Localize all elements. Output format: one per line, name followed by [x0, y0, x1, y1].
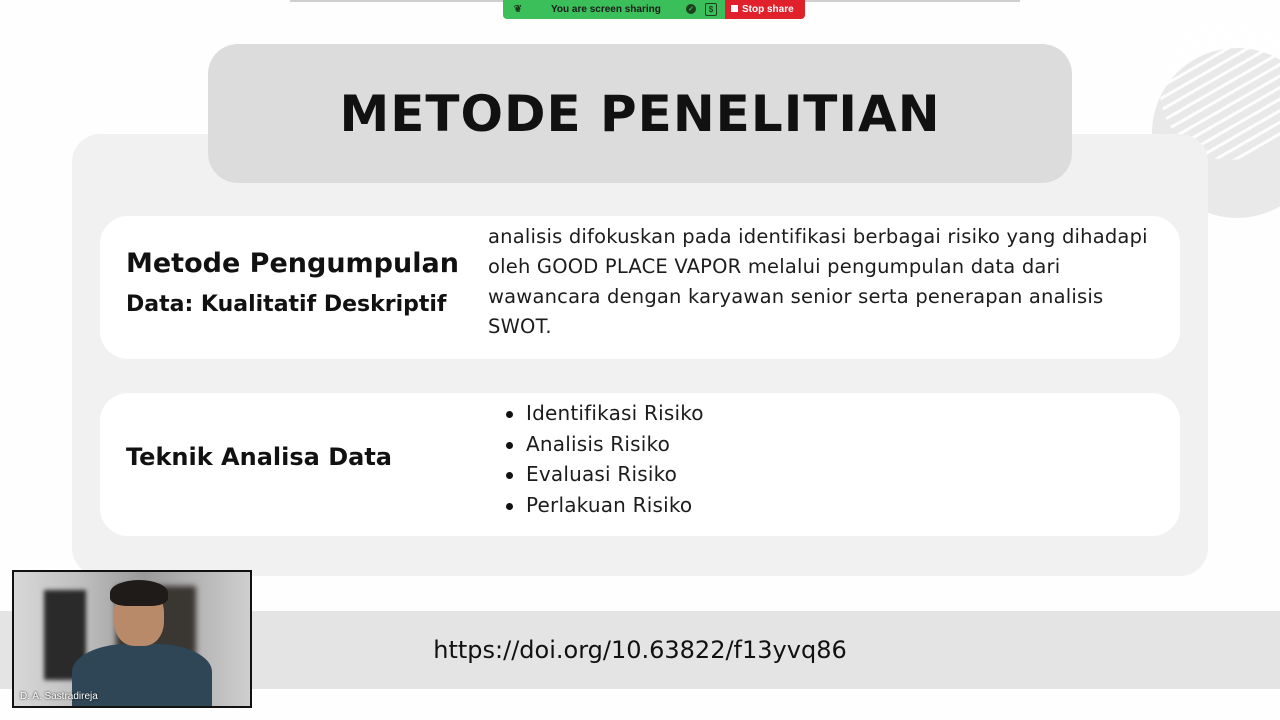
bullet-icon	[506, 411, 513, 418]
list-item	[504, 490, 704, 521]
slide-title: METODE PENELITIAN	[339, 84, 941, 143]
list-item	[504, 398, 704, 429]
stop-share-label: Stop share	[742, 4, 794, 15]
dollar-icon[interactable]: $	[705, 3, 717, 16]
bullet-icon	[506, 472, 513, 479]
participant-name: D. A. Sastradireja	[20, 691, 98, 702]
method-subheading: Data: Kualitatif Deskriptif	[126, 292, 447, 317]
list-item	[504, 459, 704, 490]
sharing-status[interactable]	[503, 0, 725, 19]
sharing-status-label: You are screen sharing	[551, 4, 661, 15]
doi-link[interactable]: https://doi.org/10.63822/f13yvq86	[433, 636, 847, 664]
analysis-heading: Teknik Analisa Data	[126, 443, 392, 471]
method-description: analisis difokuskan pada identifikasi berbagai risiko yang dihadapi oleh GOOD PLACE VAPOR melalui pengumpulan data dari wawancara dengan karyawan senior serta penerapan analisis SWOT.	[488, 225, 1148, 338]
method-card	[100, 216, 1180, 359]
analysis-card	[100, 393, 1180, 536]
list-item	[504, 429, 704, 460]
participant-video-tile[interactable]	[12, 570, 252, 708]
bullet-icon	[506, 442, 513, 449]
list-item-label: Evaluasi Risiko	[526, 462, 678, 486]
list-item-label: Analisis Risiko	[526, 431, 671, 456]
shield-icon[interactable]: ✓	[686, 4, 696, 14]
participant-hair	[110, 580, 168, 606]
stop-share-button[interactable]	[725, 0, 805, 19]
analysis-list	[504, 398, 704, 520]
screen-share-bar	[503, 0, 805, 19]
list-item-label: Identifikasi Risiko	[526, 401, 704, 425]
stop-icon	[731, 5, 738, 12]
method-heading: Metode Pengumpulan	[126, 248, 459, 279]
bullet-icon	[506, 503, 513, 510]
list-item-label: Perlakuan Risiko	[526, 492, 693, 517]
share-leaf-icon: ❦	[513, 4, 523, 15]
title-box	[208, 44, 1072, 183]
